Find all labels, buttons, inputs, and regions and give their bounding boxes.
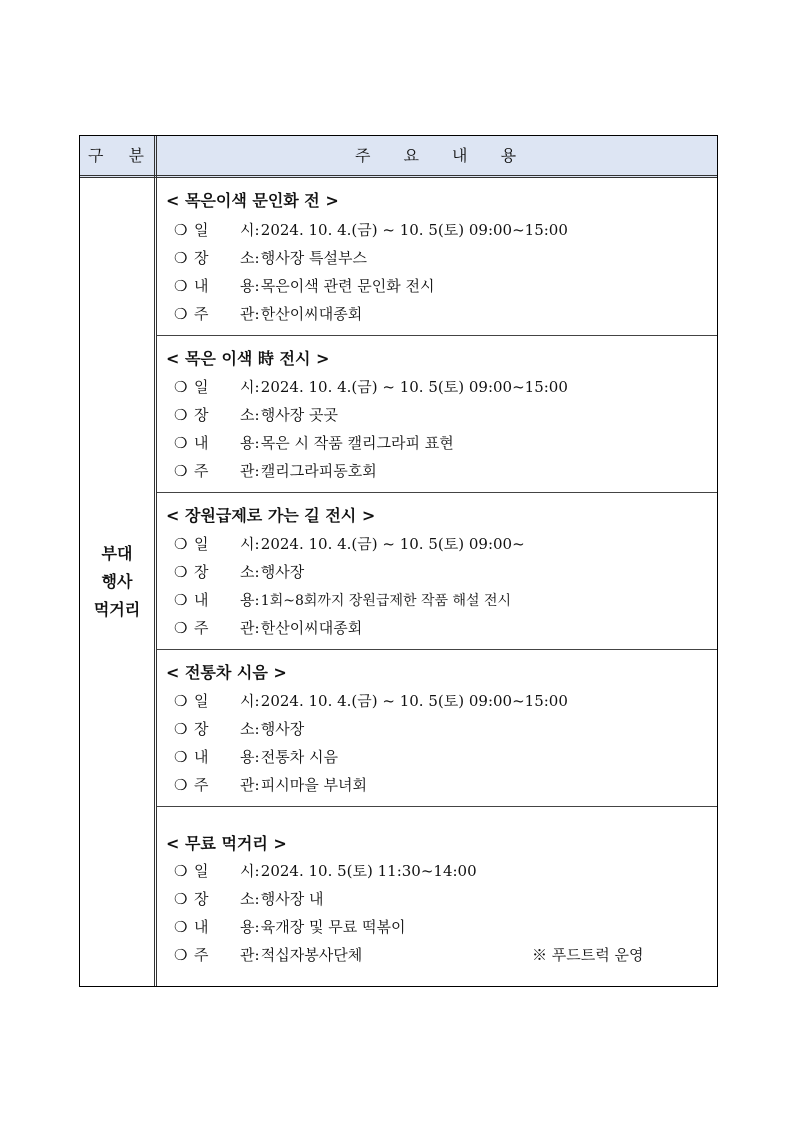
circle-bullet-icon: ❍: [174, 434, 188, 452]
section-title: < 무료 먹거리 >: [166, 834, 287, 853]
list-item: ❍ 주 관: 적십자봉사단체: [174, 941, 362, 969]
list-item: ❍ 내 용: 전통차 시음: [174, 743, 338, 771]
list-item: ❍ 일 시: 2024. 10. 4.(금) ~ 10. 5(토) 09:00~15:00: [174, 687, 568, 715]
circle-bullet-icon: ❍: [174, 221, 188, 239]
circle-bullet-icon: ❍: [174, 619, 188, 637]
list-item: ❍ 내 용: 1회~8회까지 장원급제한 작품 해설 전시: [174, 586, 511, 614]
list-item: ❍ 일 시: 2024. 10. 4.(금) ~ 10. 5(토) 09:00~: [174, 530, 525, 558]
list-item: ❍ 일 시: 2024. 10. 5(토) 11:30~14:00: [174, 857, 477, 885]
category-line: 행사: [101, 572, 133, 591]
list-item: ❍ 장 소: 행사장: [174, 715, 304, 743]
circle-bullet-icon: ❍: [174, 462, 188, 480]
list-item: ❍ 내 용: 목은이색 관련 문인화 전시: [174, 272, 434, 300]
section-jangwon-exhibit: [157, 493, 717, 650]
category-cell: [80, 178, 154, 986]
circle-bullet-icon: ❍: [174, 890, 188, 908]
circle-bullet-icon: ❍: [174, 946, 188, 964]
section-tea-tasting: [157, 650, 717, 807]
section-munin-exhibit: [157, 178, 717, 336]
table-header: [80, 136, 717, 178]
list-item: ❍ 주 관: 피시마을 부녀회: [174, 771, 367, 799]
section-title: < 전통차 시음 >: [166, 663, 287, 682]
category-line: 먹거리: [93, 600, 141, 619]
circle-bullet-icon: ❍: [174, 249, 188, 267]
circle-bullet-icon: ❍: [174, 918, 188, 936]
section-poem-exhibit: [157, 336, 717, 493]
circle-bullet-icon: ❍: [174, 748, 188, 766]
list-item: ❍ 장 소: 행사장 내: [174, 885, 324, 913]
circle-bullet-icon: ❍: [174, 378, 188, 396]
circle-bullet-icon: ❍: [174, 406, 188, 424]
circle-bullet-icon: ❍: [174, 720, 188, 738]
list-item: ❍ 주 관: 캘리그라피동호회: [174, 457, 377, 485]
list-item: ❍ 일 시: 2024. 10. 4.(금) ~ 10. 5(토) 09:00~15:00: [174, 216, 568, 244]
header-category: 구 분: [88, 146, 154, 165]
circle-bullet-icon: ❍: [174, 591, 188, 609]
section-free-food: [157, 807, 717, 986]
list-item: ❍ 장 소: 행사장 곳곳: [174, 401, 338, 429]
circle-bullet-icon: ❍: [174, 305, 188, 323]
list-item: ❍ 주 관: 한산이씨대종회: [174, 614, 362, 642]
food-truck-note: ※ 푸드트럭 운영: [532, 946, 644, 964]
circle-bullet-icon: ❍: [174, 692, 188, 710]
section-title: < 목은이색 문인화 전 >: [166, 191, 339, 210]
list-item: ❍ 일 시: 2024. 10. 4.(금) ~ 10. 5(토) 09:00~15:00: [174, 373, 568, 401]
list-item: ❍ 장 소: 행사장: [174, 558, 304, 586]
category-line: 부대: [101, 544, 133, 563]
event-table: [79, 135, 718, 987]
section-title: < 목은 이색 時 전시 >: [166, 349, 330, 368]
section-title: < 장원급제로 가는 길 전시 >: [166, 506, 376, 525]
circle-bullet-icon: ❍: [174, 776, 188, 794]
list-item: ❍ 주 관: 한산이씨대종회: [174, 300, 362, 328]
list-item: ❍ 장 소: 행사장 특설부스: [174, 244, 367, 272]
header-content: 주 요 내 용: [354, 146, 531, 165]
circle-bullet-icon: ❍: [174, 535, 188, 553]
list-item: ❍ 내 용: 육개장 및 무료 떡볶이: [174, 913, 406, 941]
circle-bullet-icon: ❍: [174, 563, 188, 581]
list-item: ❍ 내 용: 목은 시 작품 캘리그라피 표현: [174, 429, 454, 457]
circle-bullet-icon: ❍: [174, 277, 188, 295]
circle-bullet-icon: ❍: [174, 862, 188, 880]
